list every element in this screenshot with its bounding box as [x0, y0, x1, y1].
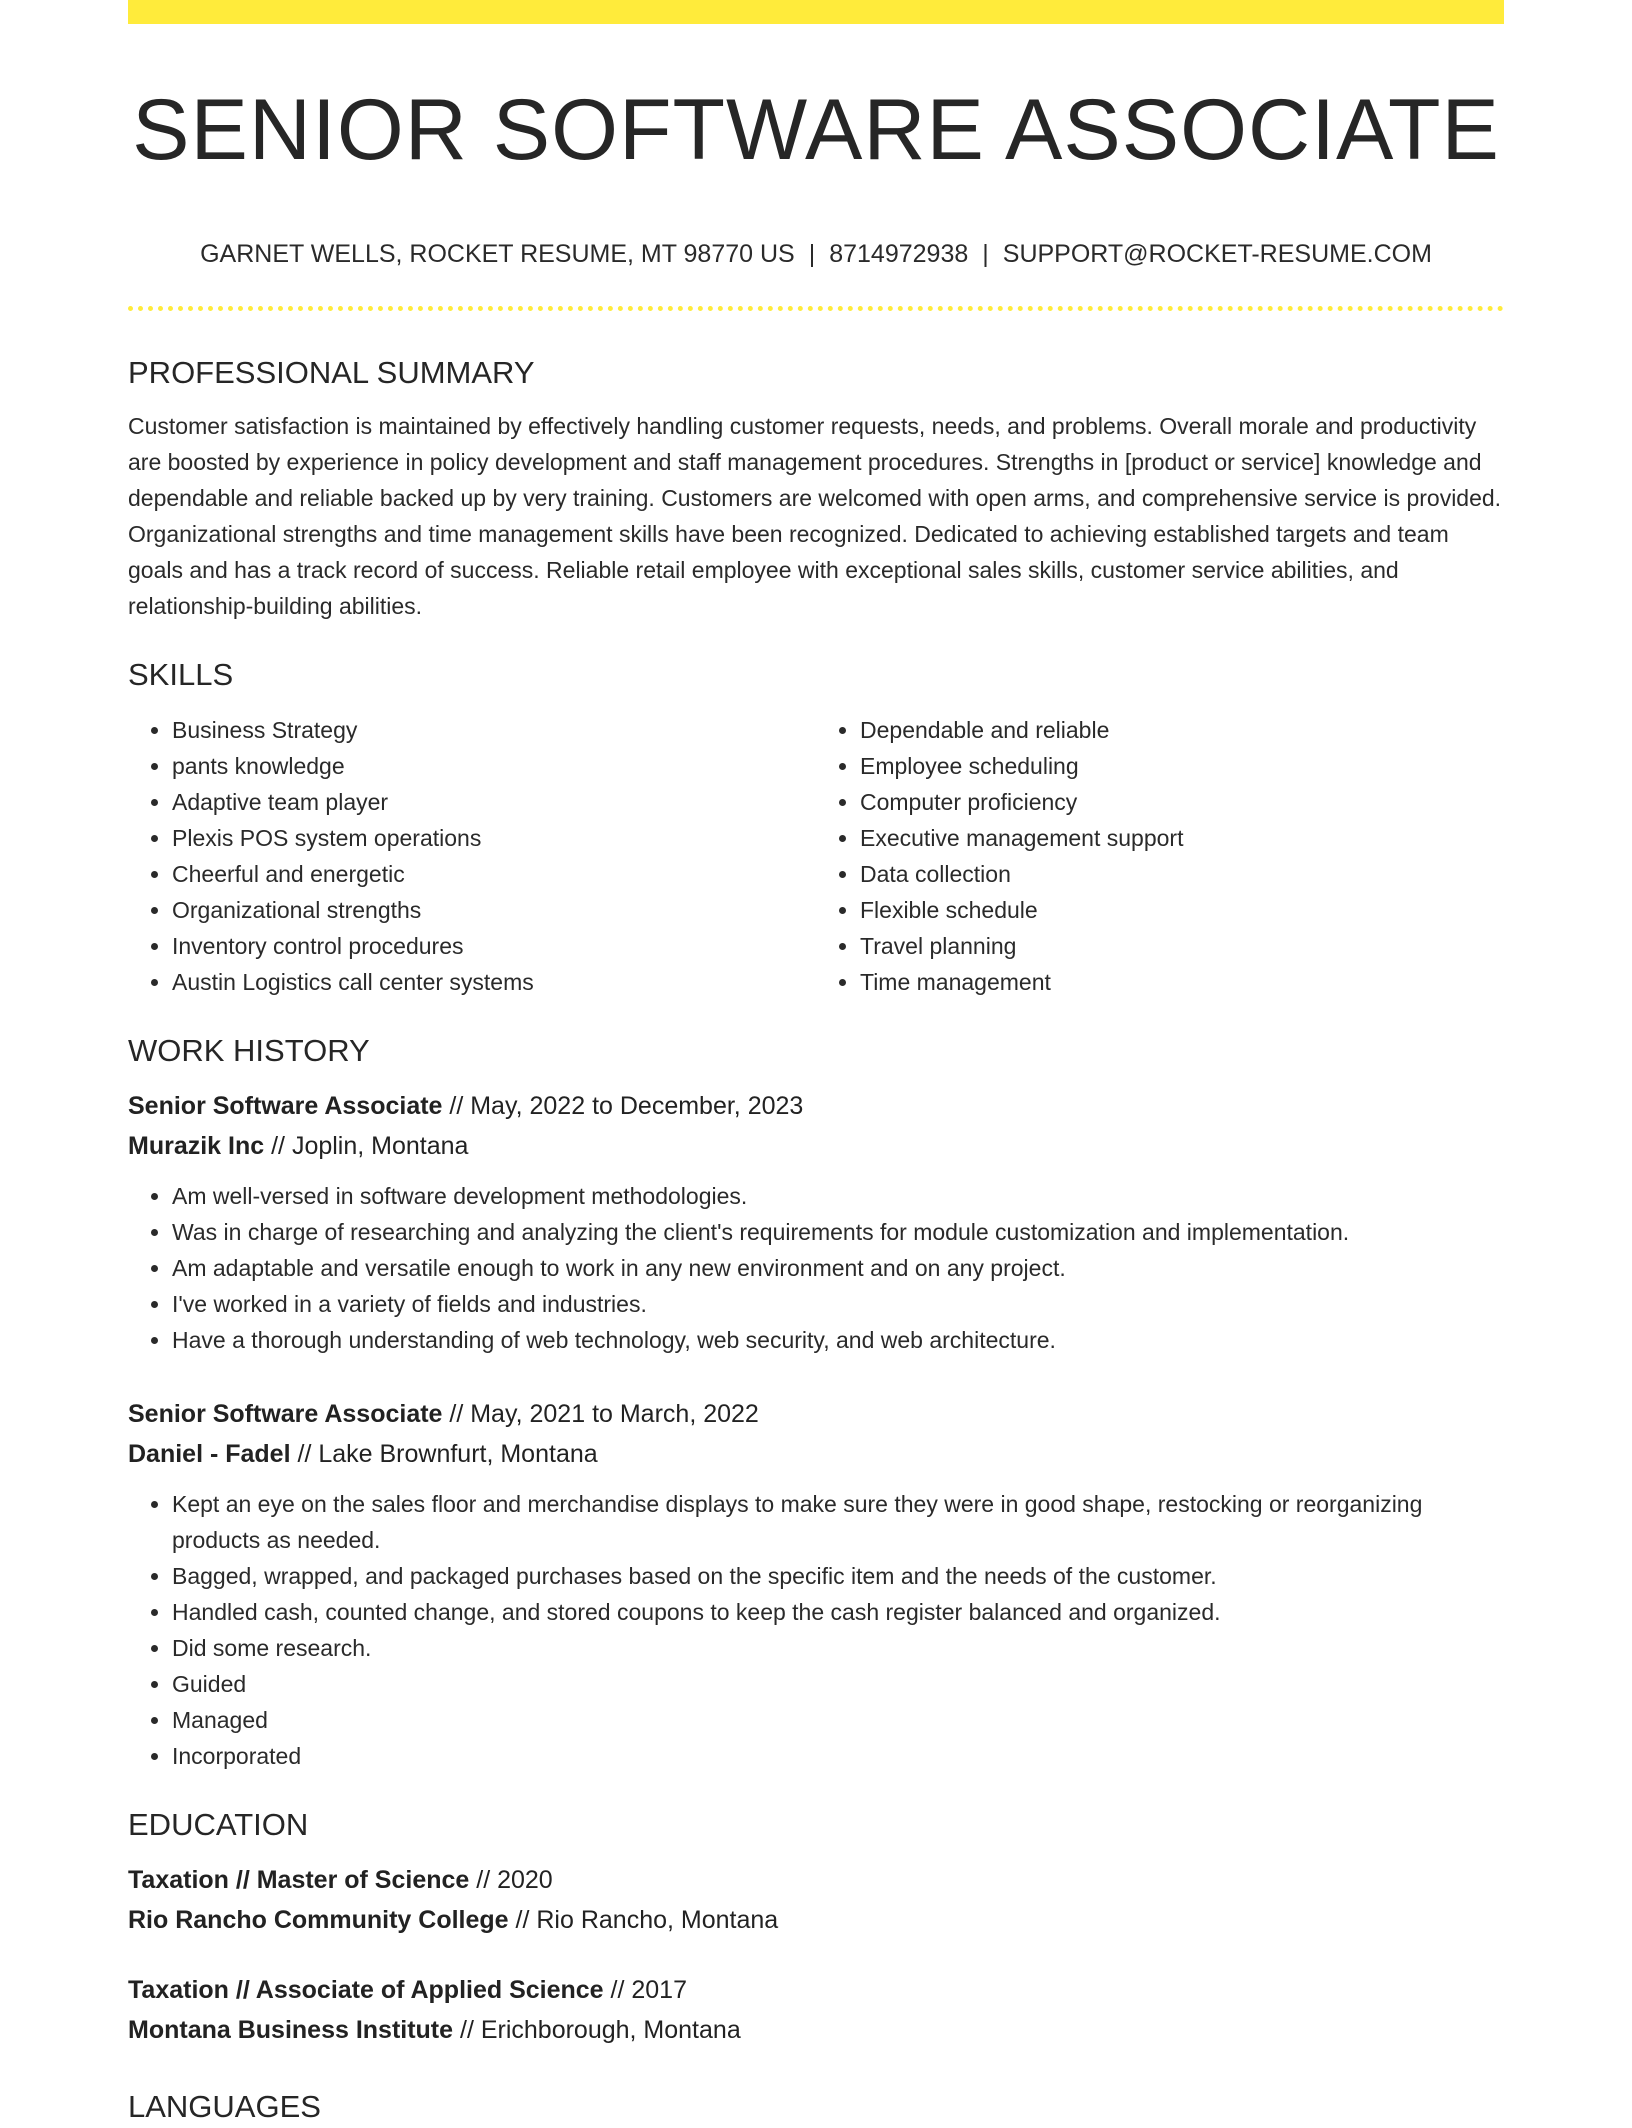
- job-bullet: • Bagged, wrapped, and packaged purchases based on the specific item and the needs of the customer.: [172, 1558, 1504, 1594]
- section-heading-work-history: WORK HISTORY: [128, 1033, 370, 1068]
- header-divider: [128, 306, 1504, 311]
- education-entry: [128, 1970, 1504, 2050]
- skill-item: • Dependable and reliable: [860, 712, 1504, 748]
- job-bullet: • Incorporated: [172, 1738, 1504, 1774]
- skill-item: • Business Strategy: [172, 712, 816, 748]
- section-heading-languages: LANGUAGES: [128, 2089, 321, 2124]
- languages-section: [128, 2086, 1504, 2128]
- education-school: Montana Business Institute: [128, 2016, 454, 2044]
- section-heading-skills: SKILLS: [128, 657, 234, 692]
- education-degree-line: [128, 1970, 1504, 2010]
- education-school-line: [128, 2010, 1504, 2050]
- skill-item: • Travel planning: [860, 928, 1504, 964]
- skills-section: [128, 654, 1504, 1000]
- education-school-line: [128, 1900, 1504, 1940]
- job-bullet: • I've worked in a variety of fields and industries.: [172, 1286, 1504, 1322]
- job-title-line: [128, 1394, 1504, 1434]
- education-year: // 2017: [603, 1976, 687, 2004]
- resume-content: [128, 352, 1504, 2128]
- job-company: Daniel - Fadel: [128, 1440, 291, 1468]
- contact-phone: 8714972938: [829, 240, 969, 268]
- skill-item: • Computer proficiency: [860, 784, 1504, 820]
- job-bullet: • Handled cash, counted change, and stored coupons to keep the cash register balanced and organized.: [172, 1594, 1504, 1630]
- contact-address: GARNET WELLS, ROCKET RESUME, MT 98770 US: [200, 240, 795, 268]
- work-history-section: [128, 1030, 1504, 1774]
- job-company-line: [128, 1126, 1504, 1166]
- skill-item: • Organizational strengths: [172, 892, 816, 928]
- accent-top-bar: [128, 0, 1504, 24]
- education-degree: Taxation // Master of Science: [128, 1866, 470, 1894]
- skills-list-right: [816, 712, 1504, 1000]
- skill-item: • Inventory control procedures: [172, 928, 816, 964]
- job-location: // Joplin, Montana: [264, 1132, 469, 1160]
- education-location: // Rio Rancho, Montana: [508, 1906, 779, 1934]
- job-bullet: • Guided: [172, 1666, 1504, 1702]
- resume-title: SENIOR SOFTWARE ASSOCIATE: [132, 82, 1500, 178]
- skill-item: • Data collection: [860, 856, 1504, 892]
- skill-item: • Employee scheduling: [860, 748, 1504, 784]
- education-degree-line: [128, 1860, 1504, 1900]
- contact-separator: |: [982, 240, 989, 268]
- job-bullet: • Am well-versed in software development methodologies.: [172, 1178, 1504, 1214]
- summary-text: Customer satisfaction is maintained by effectively handling customer requests, needs, and problems. Overall morale and productivity are boosted by experience in policy development and staff management procedures. Strengths in [product or service] knowledge and dependable and reliable backed up by very training. Customers are welcomed with open arms, and comprehensive service is provided. Organizational strengths and time management skills have been recognized. Dedicated to achieving established targets and team goals and has a track record of success. Reliable retail employee with exceptional sales skills, customer service abilities, and relationship-building abilities.: [128, 413, 1502, 619]
- education-degree: Taxation // Associate of Applied Science: [128, 1976, 604, 2004]
- job-location: // Lake Brownfurt, Montana: [290, 1440, 598, 1468]
- education-year: // 2020: [469, 1866, 553, 1894]
- education-school: Rio Rancho Community College: [128, 1906, 509, 1934]
- skill-item: • Cheerful and energetic: [172, 856, 816, 892]
- job-role: Senior Software Associate: [128, 1092, 443, 1120]
- job-bullets: [128, 1486, 1504, 1774]
- job-bullet: • Am adaptable and versatile enough to work in any new environment and on any project.: [172, 1250, 1504, 1286]
- education-entry: [128, 1860, 1504, 1940]
- job-bullets: [128, 1178, 1504, 1358]
- job-entry: [128, 1086, 1504, 1358]
- job-dates: // May, 2022 to December, 2023: [442, 1092, 804, 1120]
- job-bullet: • Was in charge of researching and analyzing the client's requirements for module customization and implementation.: [172, 1214, 1504, 1250]
- skills-list-left: [128, 712, 816, 1000]
- summary-section: [128, 352, 1504, 624]
- education-section: [128, 1804, 1504, 2050]
- contact-separator: |: [808, 240, 816, 268]
- skill-item: • Adaptive team player: [172, 784, 816, 820]
- skill-item: • Austin Logistics call center systems: [172, 964, 816, 1000]
- job-company: Murazik Inc: [128, 1132, 265, 1160]
- job-bullet: • Have a thorough understanding of web technology, web security, and web architecture.: [172, 1322, 1504, 1358]
- job-title-line: [128, 1086, 1504, 1126]
- contact-line: [128, 236, 1504, 272]
- job-bullet: • Managed: [172, 1702, 1504, 1738]
- job-bullet: • Did some research.: [172, 1630, 1504, 1666]
- section-heading-summary: PROFESSIONAL SUMMARY: [128, 355, 535, 390]
- job-company-line: [128, 1434, 1504, 1474]
- skill-item: • pants knowledge: [172, 748, 816, 784]
- skill-item: • Flexible schedule: [860, 892, 1504, 928]
- job-bullet: • Kept an eye on the sales floor and merchandise displays to make sure they were in good shape, restocking or reorganizing products as needed.: [172, 1486, 1504, 1558]
- skill-item: • Plexis POS system operations: [172, 820, 816, 856]
- job-entry: [128, 1394, 1504, 1774]
- job-dates: // May, 2021 to March, 2022: [442, 1400, 759, 1428]
- job-role: Senior Software Associate: [128, 1400, 443, 1428]
- skill-item: • Executive management support: [860, 820, 1504, 856]
- education-location: // Erichborough, Montana: [453, 2016, 741, 2044]
- skill-item: • Time management: [860, 964, 1504, 1000]
- contact-email: SUPPORT@ROCKET-RESUME.COM: [1002, 240, 1432, 268]
- skills-columns: [128, 712, 1504, 1000]
- section-heading-education: EDUCATION: [128, 1807, 309, 1842]
